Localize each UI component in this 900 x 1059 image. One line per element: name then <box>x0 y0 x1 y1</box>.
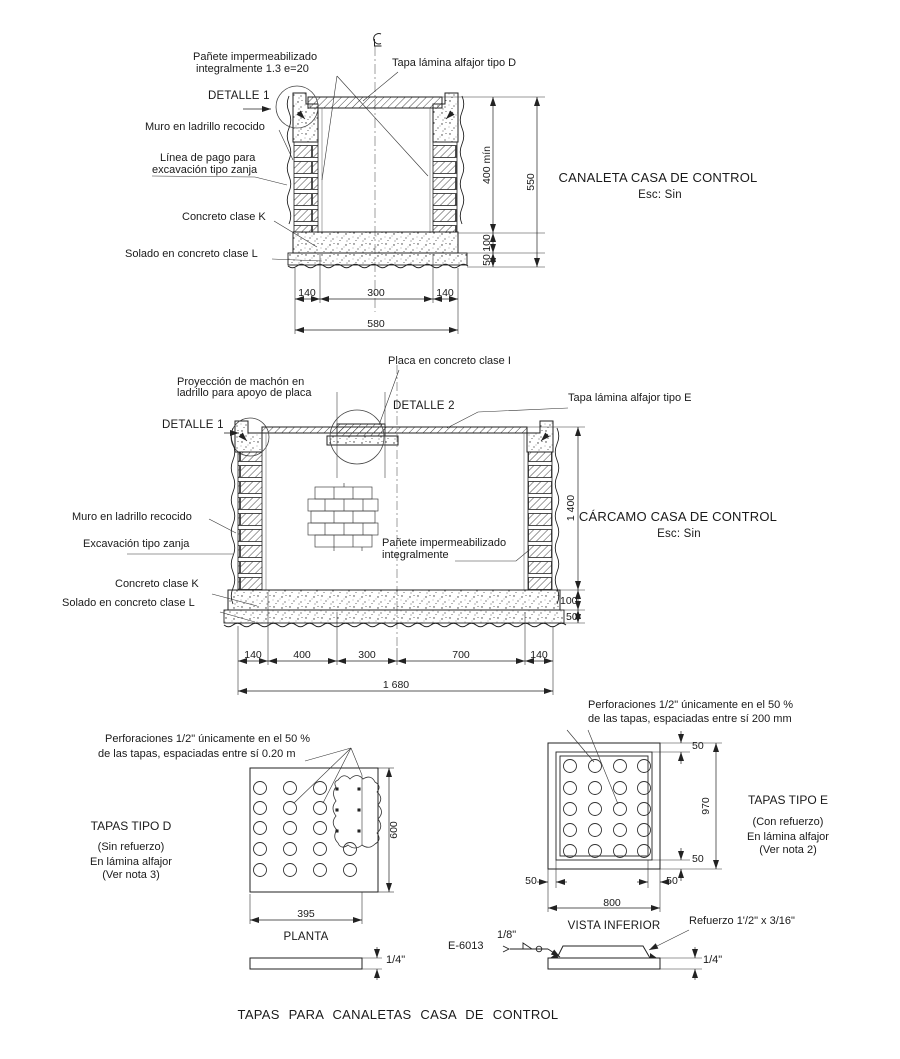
label-detalle1: DETALLE 1 <box>208 90 270 102</box>
dim-400-c: 400 <box>293 649 311 661</box>
dim-600: 600 <box>387 821 400 839</box>
dim-140-c2: 140 <box>530 649 548 661</box>
tapa-d-title: TAPAS TIPO D <box>90 819 172 833</box>
carcamo-section-view <box>127 365 585 695</box>
dim-50-e-top: 50 <box>692 740 704 752</box>
tapa-e-title: TAPAS TIPO E <box>747 793 829 807</box>
tapa-e-sub2: En lámina alfajor <box>747 831 829 843</box>
brick-pattern-symbol <box>308 483 378 551</box>
dim-300: 300 <box>367 287 385 299</box>
tapa-d-plan-view <box>250 748 394 980</box>
label-tapa-e: Tapa lámina alfajor tipo E <box>568 392 692 404</box>
label-muro-carcamo: Muro en ladrillo recocido <box>72 511 192 523</box>
dim-580: 580 <box>367 318 385 330</box>
tapa-d-sub2: En lámina alfajor <box>90 856 172 868</box>
label-linea-pago-line2: excavación tipo zanja <box>152 164 258 176</box>
dim-1680: 1 680 <box>382 679 410 691</box>
label-concreto-k-carcamo: Concreto clase K <box>115 578 199 590</box>
label-panete-carcamo-line2: integralmente <box>382 549 449 561</box>
dim-1400: 1 400 <box>564 494 577 522</box>
dim-400-min: 400 mín <box>480 146 493 184</box>
tapa-e-note-line1: Perforaciones 1/2" únicamente en el 50 % <box>588 699 794 711</box>
canaleta-scale: Esc: Sin <box>638 189 682 201</box>
label-detalle1-carcamo: DETALLE 1 <box>162 419 224 431</box>
label-panete-line2: integralmente 1.3 e=20 <box>196 63 309 75</box>
dim-550: 550 <box>524 173 537 191</box>
label-panete-carcamo-line1: Pañete impermeabilizado <box>382 537 507 549</box>
cloud-outline <box>333 776 382 849</box>
carcamo-title: CÁRCAMO CASA DE CONTROL <box>578 509 778 524</box>
label-detalle2: DETALLE 2 <box>393 400 455 412</box>
dim-50: 50 <box>480 254 493 266</box>
tapa-d-sub3: (Ver nota 3) <box>102 869 160 881</box>
label-proyeccion-line1: Proyección de machón en <box>177 376 305 388</box>
tapa-e-note-line2: de las tapas, espaciadas entre sí 200 mm <box>588 713 792 725</box>
label-proyeccion-line2: ladrillo para apoyo de placa <box>177 387 312 399</box>
tapa-e-side-view <box>503 930 702 980</box>
dim-50-e-right: 50 <box>666 875 678 887</box>
label-tapa-d: Tapa lámina alfajor tipo D <box>392 57 517 69</box>
label-concreto-k: Concreto clase K <box>182 211 266 223</box>
dim-140-c1: 140 <box>244 649 262 661</box>
dim-50-c: 50 <box>566 611 578 623</box>
weld-symbol-icon <box>503 943 560 957</box>
label-solado-l-carcamo: Solado en concreto clase L <box>62 597 195 609</box>
tapa-e-plan-view <box>537 730 722 912</box>
dim-800: 800 <box>603 897 621 909</box>
label-solado-l: Solado en concreto clase L <box>125 248 258 260</box>
tapa-d-note-line2: de las tapas, espaciadas entre sí 0.20 m <box>98 748 296 760</box>
weld-electrode-label: E-6013 <box>448 940 484 952</box>
dim-970: 970 <box>699 797 712 815</box>
tapa-d-sub1: (Sin refuerzo) <box>97 841 165 853</box>
dim-395: 395 <box>297 908 315 920</box>
label-panete-line1: Pañete impermeabilizado <box>193 51 318 63</box>
tapa-d-note-line1: Perforaciones 1/2" únicamente en el 50 % <box>105 733 311 745</box>
tapa-e-view-label: VISTA INFERIOR <box>567 920 661 932</box>
dim-140-left: 140 <box>298 287 316 299</box>
star-marks <box>335 787 361 833</box>
dim-100: 100 <box>480 234 493 252</box>
dim-100-c: 100 <box>560 595 578 607</box>
centerline-icon <box>374 34 382 46</box>
label-muro: Muro en ladrillo recocido <box>145 121 265 133</box>
dim-quarter-e: 1/4" <box>703 954 723 966</box>
dim-700-c: 700 <box>452 649 470 661</box>
tapa-d-view-label: PLANTA <box>283 931 329 943</box>
canaleta-title: CANALETA CASA DE CONTROL <box>558 170 758 185</box>
carcamo-scale: Esc: Sin <box>657 528 701 540</box>
dim-50-e-bottom: 50 <box>692 853 704 865</box>
weld-size-label: 1/8" <box>497 929 517 941</box>
dim-50-e-left: 50 <box>525 875 537 887</box>
dim-140-right: 140 <box>436 287 454 299</box>
label-excavacion: Excavación tipo zanja <box>83 538 190 550</box>
tapa-e-sub1: (Con refuerzo) <box>752 816 824 828</box>
sheet-title: TAPAS PARA CANALETAS CASA DE CONTROL <box>237 1007 559 1022</box>
tapa-e-sub3: (Ver nota 2) <box>759 844 817 856</box>
label-placa: Placa en concreto clase I <box>388 355 511 367</box>
label-linea-pago-line1: Línea de pago para <box>160 152 256 164</box>
dim-quarter-d: 1/4" <box>386 954 406 966</box>
dim-300-c: 300 <box>358 649 376 661</box>
refuerzo-label: Refuerzo 1'/2" x 3/16" <box>689 915 795 927</box>
